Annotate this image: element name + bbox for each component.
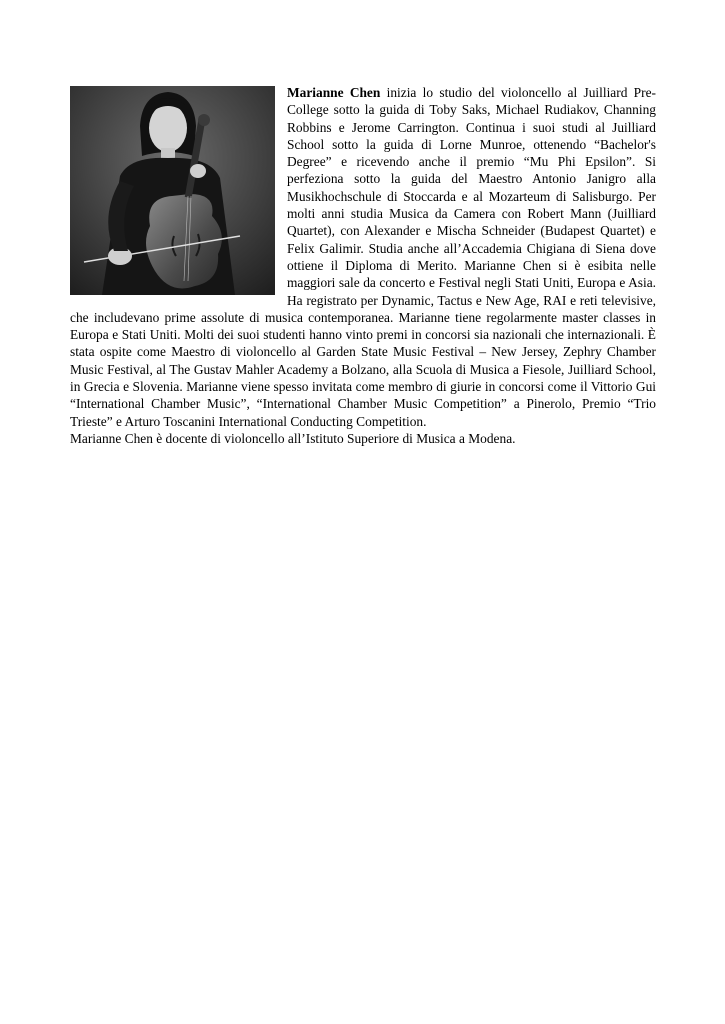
teaching-position-line: Marianne Chen è docente di violoncello all’Istituto Superiore di Musica a Modena.: [70, 430, 516, 446]
document-page: [70, 84, 656, 447]
biography-text: inizia lo studio del violoncello al Juilliard Pre-College sotto la guida di Toby Saks, Michael Rudiakov, Channing Robbins e Jerome Carrington. Continua i suoi studi al Juilliard School sotto la guida di Lorne Munroe, ottenendo “Bachelor's Degree” e ricevendo anche il premio “Mu Phi Epsilon”. Si perfeziona sotto la guida del Maestro Antonio Janigro alla Musikhochschule di Stoccarda e al Mozarteum di Salisburgo. Per molti anni studia Musica da Camera con Robert Mann (Juilliard Quartet), con Alexander e Mischa Schneider (Budapest Quartet) e Felix Galimir. Studia anche all’Accademia Chigiana di Siena dove ottiene il Diploma di Merito. Marianne Chen si è esibita nelle maggiori sale da concerto e Festival negli Stati Uniti, Europa e Asia. Ha registrato per Dynamic, Tactus e New Age, RAI e reti televisive, che includevano prime assolute di musica contemporanea. Marianne tiene regolarmente master classes in Europa e Stati Uniti. Molti dei suoi studenti hanno vinto premi in concorsi sia nazionali che internazionali. È stata ospite come Maestro di violoncello al Garden State Music Festival – New Jersey, Zephry Chamber Music Festival, al The Gustav Mahler Academy a Bolzano, alla Scuola di Musica a Fiesole, Juilliard School, in Grecia e Slovenia. Marianne viene spesso invitata come membro di giurie in concorsi come il Vittorio Gui “International Chamber Music”, “International Chamber Music Competition” a Pinerolo, Premio “Trio Trieste” e Arturo Toscanini International Conducting Competition.: [70, 85, 656, 429]
artist-name: Marianne Chen: [287, 85, 381, 100]
cellist-portrait-photo: [70, 86, 275, 295]
